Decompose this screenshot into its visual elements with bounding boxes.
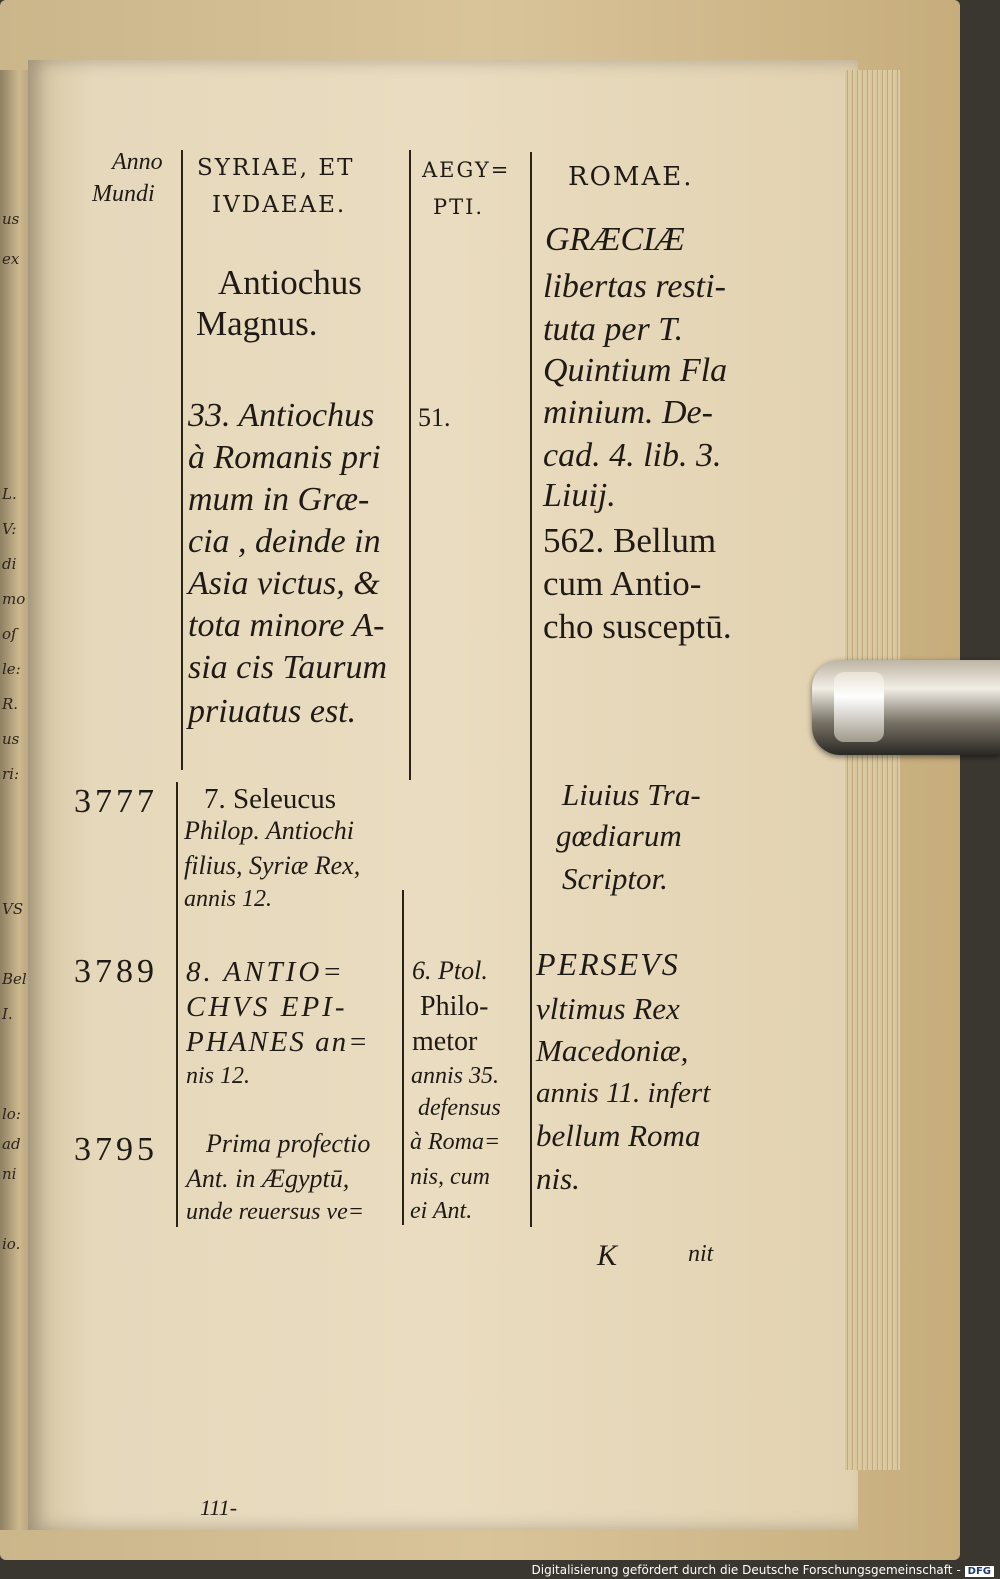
aegypti-text: ei Ant.: [410, 1198, 473, 1224]
syria-text: 33. Antiochus: [188, 397, 375, 434]
column-rule-1b: [176, 782, 178, 1227]
page-edges: [845, 70, 900, 1470]
romae-text: cum Antio-: [543, 564, 702, 603]
aegypti-text: nis, cum: [410, 1164, 490, 1190]
prev-fragment: ni: [2, 1165, 17, 1183]
prev-fragment: oſ: [2, 625, 17, 643]
header-aegy: AEGY=: [422, 158, 511, 182]
romae-text: cho susceptū.: [543, 607, 732, 646]
prev-fragment: I.: [2, 1005, 13, 1023]
romae-text: 562. Bellum: [543, 521, 717, 560]
romae-text: tuta per T.: [543, 311, 684, 348]
page-clip: [812, 660, 1000, 755]
prev-fragment: R.: [2, 695, 19, 713]
romae-text: PERSEVS: [536, 946, 680, 982]
syria-text: Asia victus, &: [188, 565, 380, 602]
column-rule-2: [409, 150, 411, 780]
syria-text: sia cis Taurum: [188, 649, 388, 686]
clip-highlight: [834, 672, 884, 742]
prev-fragment: lo:: [2, 1105, 21, 1123]
header-romae: ROMAE.: [568, 162, 694, 192]
column-rule-2b: [402, 890, 404, 1225]
syria-text: nis 12.: [186, 1063, 251, 1089]
prev-fragment: ad: [2, 1135, 21, 1153]
prev-fragment: le:: [2, 660, 21, 678]
syria-text: cia , deinde in: [188, 523, 381, 560]
syria-text: Antiochus: [218, 263, 362, 302]
year-label: 3795: [74, 1131, 158, 1168]
syria-text: 8. ANTIO=: [186, 956, 345, 988]
romae-text: bellum Roma: [536, 1118, 701, 1153]
mundi-label: Mundi: [92, 181, 155, 207]
romae-text: Macedoniæ,: [536, 1033, 689, 1068]
syria-text: annis 12.: [184, 886, 273, 912]
romae-text: libertas resti-: [543, 268, 726, 305]
dfg-logo: DFG: [965, 1566, 994, 1577]
syria-text: tota minore A-: [188, 607, 385, 644]
folio-mark: 111-: [200, 1495, 238, 1520]
footer-credit: [532, 1563, 995, 1577]
header-iudaeae: IVDAEAE.: [212, 192, 347, 218]
prev-fragment: us: [2, 730, 20, 748]
aegypti-text: 6. Ptol.: [412, 956, 488, 985]
aegypti-text: Philo-: [420, 991, 489, 1022]
syria-text: priuatus est.: [188, 693, 357, 730]
year-label: 3777: [74, 783, 158, 820]
aegypti-text: metor: [412, 1026, 478, 1057]
prev-fragment: V:: [2, 520, 17, 538]
aegypti-text: 51.: [418, 403, 451, 432]
prev-fragment: mo: [2, 590, 26, 608]
romae-text: vltimus Rex: [536, 991, 680, 1026]
prev-fragment: ex: [2, 250, 20, 268]
footer-text: Digitalisierung gefördert durch die Deutsche Forschungsgemeinschaft -: [531, 1563, 961, 1577]
syria-text: PHANES an=: [186, 1026, 370, 1058]
romae-text: gœdiarum: [556, 818, 682, 853]
prev-fragment: Bel: [2, 970, 27, 988]
signature-mark: K: [597, 1239, 618, 1272]
prev-fragment: L.: [2, 485, 17, 503]
prev-fragment: VS: [2, 900, 24, 918]
aegypti-text: à Roma=: [410, 1129, 501, 1155]
romae-text: Liuij.: [543, 477, 616, 514]
column-rule-1: [181, 150, 183, 770]
syria-text: à Romanis pri: [188, 439, 381, 476]
prev-fragment: di: [2, 555, 17, 573]
romae-text: annis 11. infert: [536, 1077, 711, 1109]
prev-fragment: io.: [2, 1235, 21, 1253]
catchword: nit: [688, 1241, 714, 1267]
syria-text: filius, Syriæ Rex,: [184, 851, 361, 880]
syria-text: CHVS EPI-: [186, 991, 348, 1023]
header-pti: PTI.: [433, 195, 485, 219]
romae-text: GRÆCIÆ: [545, 221, 685, 258]
column-rule-3: [530, 152, 532, 1227]
prev-fragment: ri:: [2, 765, 20, 783]
year-label: 3789: [74, 953, 158, 990]
syria-text: Ant. in Ægyptū,: [186, 1164, 350, 1193]
romae-text: Scriptor.: [562, 861, 668, 896]
romae-text: nis.: [536, 1161, 580, 1196]
romae-text: Quintium Fla: [543, 352, 728, 389]
romae-text: minium. De-: [543, 394, 713, 431]
anno-label: Anno: [112, 149, 163, 175]
aegypti-text: annis 35.: [411, 1063, 500, 1089]
syria-text: Magnus.: [196, 304, 318, 343]
syria-text: 7. Seleucus: [204, 783, 337, 815]
romae-text: Liuius Tra-: [562, 777, 701, 812]
syria-text: mum in Græ-: [188, 481, 370, 518]
aegypti-text: defensus: [418, 1095, 501, 1121]
syria-text: unde reuersus ve=: [186, 1199, 364, 1225]
syria-text: Philop. Antiochi: [184, 816, 354, 845]
header-syria: SYRIAE, ET: [197, 155, 355, 181]
romae-text: cad. 4. lib. 3.: [543, 437, 722, 474]
prev-fragment: us: [2, 210, 20, 228]
syria-text: Prima profectio: [206, 1129, 371, 1158]
